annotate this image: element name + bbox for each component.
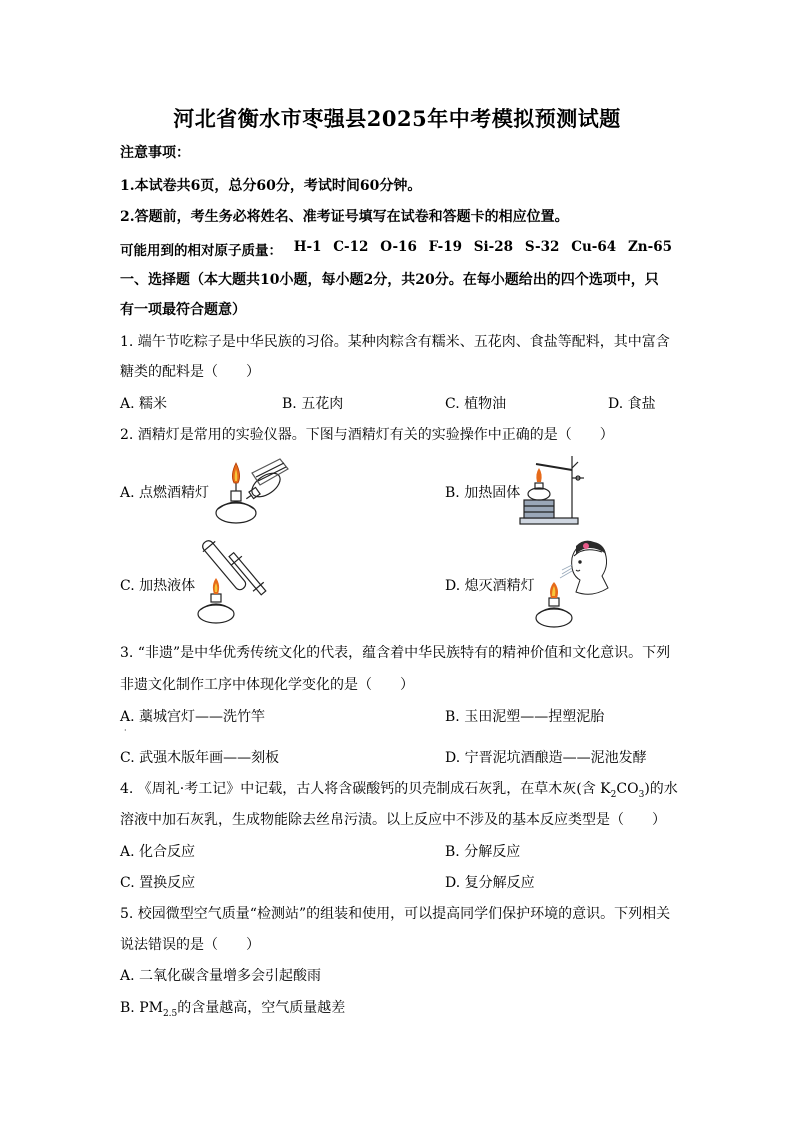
figure-heat-liquid bbox=[194, 540, 284, 630]
q4-stem bbox=[120, 779, 678, 805]
atomic-mass-item: Zn-65 bbox=[627, 239, 672, 255]
atomic-mass-item: C-12 bbox=[333, 239, 369, 255]
q4-subscript: 3 bbox=[638, 789, 645, 800]
q4-option-d: D. 复分解反应 bbox=[445, 875, 535, 891]
atomic-mass-label: 可能用到的相对原子质量： bbox=[120, 243, 282, 259]
atomic-mass-line bbox=[120, 239, 672, 259]
q5-option-b bbox=[120, 998, 345, 1024]
q4-stem-part: )的水 bbox=[644, 781, 678, 797]
q1-option-a: A. 糯米 bbox=[120, 396, 168, 412]
q2-option-a: A. 点燃酒精灯 bbox=[120, 485, 210, 501]
q5-subscript: 2.5 bbox=[162, 1008, 178, 1019]
page-title: 河北省衡水市枣强县2025年中考模拟预测试题 bbox=[173, 106, 621, 131]
atomic-mass-item: F-19 bbox=[428, 239, 462, 255]
q4-subscript: 2 bbox=[610, 789, 617, 800]
atomic-mass-item: Si-28 bbox=[473, 239, 514, 255]
q4-option-c: C. 置换反应 bbox=[120, 875, 196, 891]
q5-stem: 5. 校园微型空气质量“检测站”的组装和使用，可以提高同学们保护环境的意识。下列相关 bbox=[120, 906, 671, 922]
q3-option-b: B. 玉田泥塑——捏塑泥胎 bbox=[445, 709, 605, 725]
atomic-mass-item: O-16 bbox=[380, 239, 417, 255]
q1-stem-cont: 糖类的配料是（ ） bbox=[120, 364, 260, 380]
q1-stem: 1. 端午节吃粽子是中华民族的习俗。某种肉粽含有糯米、五花肉、食盐等配料，其中富含 bbox=[120, 334, 670, 350]
note-2: 2.答题前，考生务必将姓名、准考证号填写在试卷和答题卡的相应位置。 bbox=[120, 209, 569, 225]
q4-stem-part: 4. 《周礼·考工记》中记载，古人将含碳酸钙的贝壳制成石灰乳，在草木灰(含 K bbox=[120, 781, 611, 797]
figure-light-lamp bbox=[208, 455, 298, 527]
atomic-mass-item: S-32 bbox=[524, 239, 560, 255]
section-heading-cont: 有一项最符合题意） bbox=[120, 302, 246, 318]
q4-option-b: B. 分解反应 bbox=[445, 844, 521, 860]
q1-option-c: C. 植物油 bbox=[445, 396, 507, 412]
q3-option-a: A. 藁城宫灯——洗竹竿 bbox=[120, 709, 266, 725]
q4-stem-part: CO bbox=[616, 781, 639, 797]
figure-extinguish-lamp bbox=[532, 540, 612, 632]
decorative-dot: · bbox=[124, 726, 127, 735]
q5-option-b-text: 的含量越高，空气质量越差 bbox=[177, 1000, 346, 1016]
q2-option-b: B. 加热固体 bbox=[445, 485, 521, 501]
q1-option-d: D. 食盐 bbox=[608, 396, 656, 412]
q2-option-d: D. 熄灭酒精灯 bbox=[445, 578, 535, 594]
q3-option-d: D. 宁晋泥坑酒酿造——泥池发酵 bbox=[445, 750, 647, 766]
figure-heat-solid bbox=[516, 450, 588, 530]
atomic-mass-item: Cu-64 bbox=[571, 239, 617, 255]
notes-heading: 注意事项： bbox=[120, 145, 190, 161]
atomic-mass-item: H-1 bbox=[293, 239, 322, 255]
q2-stem: 2. 酒精灯是常用的实验仪器。下图与酒精灯有关的实验操作中正确的是（ ） bbox=[120, 427, 614, 443]
q5-option-a: A. 二氧化碳含量增多会引起酸雨 bbox=[120, 968, 322, 984]
q3-option-c: C. 武强木版年画——刻板 bbox=[120, 750, 280, 766]
q4-stem-cont: 溶液中加石灰乳，生成物能除去丝帛污渍。以上反应中不涉及的基本反应类型是（ ） bbox=[120, 812, 666, 828]
q3-stem-cont: 非遗文化制作工序中体现化学变化的是（ ） bbox=[120, 677, 414, 693]
q2-option-c: C. 加热液体 bbox=[120, 578, 196, 594]
q3-stem: 3. “非遗”是中华优秀传统文化的代表，蕴含着中华民族特有的精神价值和文化意识。下列 bbox=[120, 645, 671, 661]
q5-stem-cont: 说法错误的是（ ） bbox=[120, 937, 260, 953]
section-heading: 一、选择题（本大题共10小题，每小题2分，共20分。在每小题给出的四个选项中，只 bbox=[120, 272, 659, 288]
q5-option-b-text: B. PM bbox=[120, 1000, 163, 1016]
q4-option-a: A. 化合反应 bbox=[120, 844, 196, 860]
q1-option-b: B. 五花肉 bbox=[282, 396, 344, 412]
note-1: 1.本试卷共6页，总分60分，考试时间60分钟。 bbox=[120, 178, 422, 194]
